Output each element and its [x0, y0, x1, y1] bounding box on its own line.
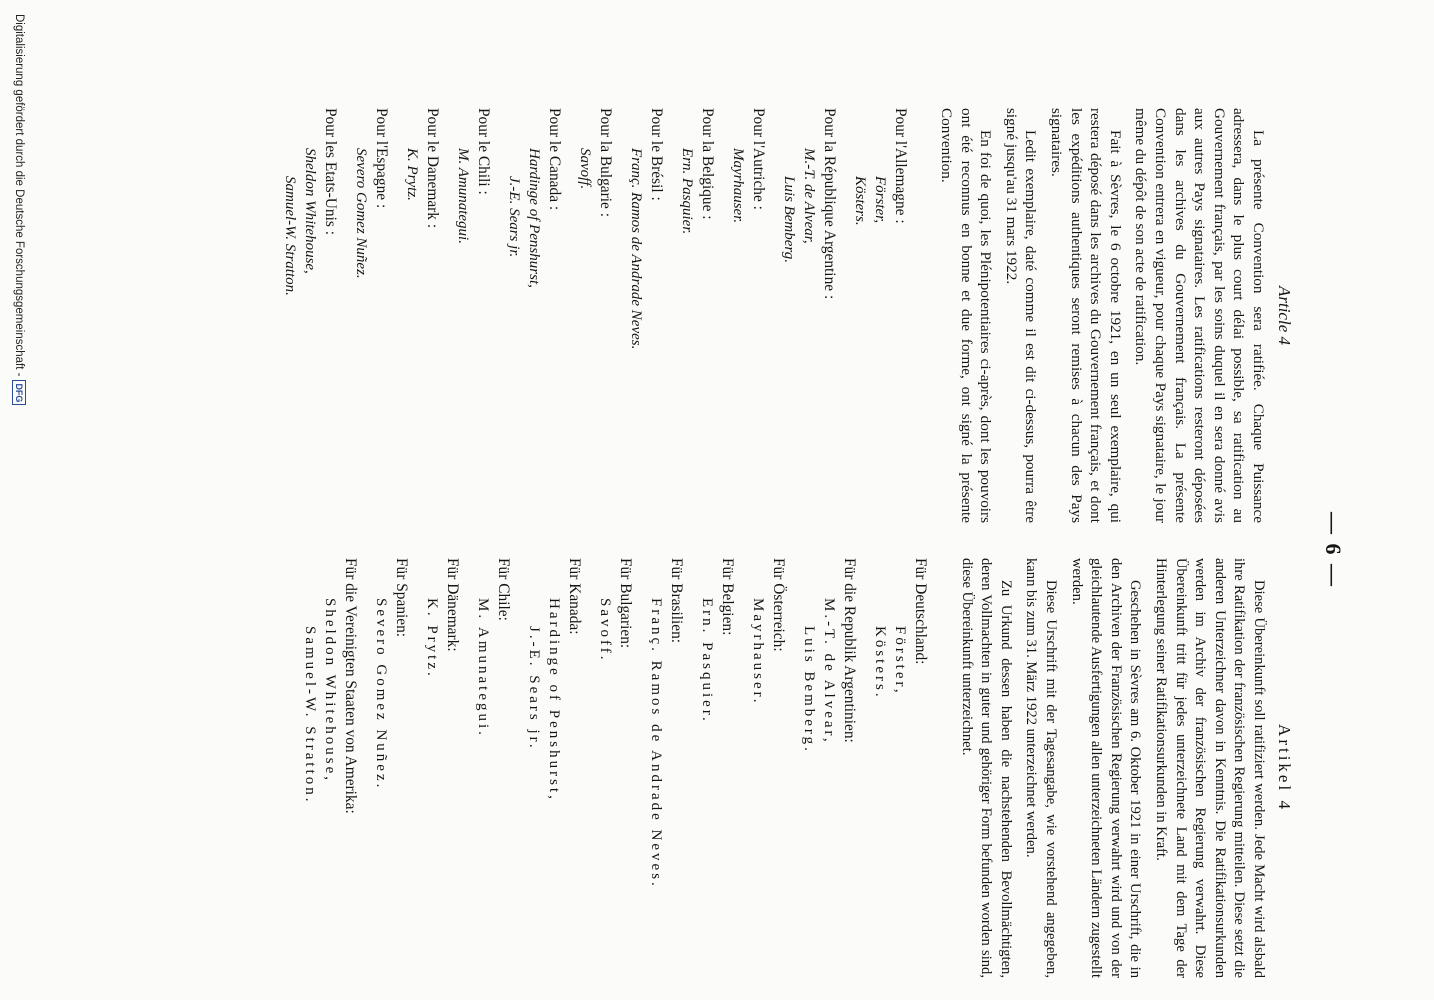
signatory-group [300, 558, 360, 978]
signatory-group [646, 558, 686, 978]
funding-footer [12, 14, 26, 405]
signatory-group [748, 558, 788, 978]
signatory-group [780, 108, 840, 523]
signer-name: Samuel-W. Stratton. [302, 626, 319, 805]
country-label: Für Chile: [495, 558, 513, 621]
signer-name: Kösters. [872, 626, 889, 700]
signer-name: M.-T. de Alvear, [801, 148, 818, 244]
signer-name: Luis Bemberg. [781, 176, 798, 263]
signer-name: Kösters. [852, 176, 869, 226]
signer-name: Luis Bemberg. [801, 626, 818, 754]
signatory-group [678, 108, 718, 523]
signer-name: Ern. Pasquier. [679, 148, 696, 235]
signatory-group [524, 558, 584, 978]
signer-name: Förster, [872, 176, 889, 224]
country-label: Für Dänemark: [444, 558, 462, 652]
signer-name: J.-E. Sears jr. [526, 626, 543, 751]
dfg-logo: DFG [12, 380, 26, 405]
article-title-de: Artikel 4 [1275, 724, 1294, 812]
signatory-group [454, 108, 494, 523]
signer-name: K. Prytz. [404, 148, 421, 201]
signatory-group [799, 558, 859, 978]
page-number: — 6 — [1321, 512, 1346, 588]
country-label: Für Österreich: [770, 558, 788, 652]
paragraph-fr: En foi de quoi, les Plénipotentiaires ci-après, dont les pouvoirs ont été reconnus en bonne et due forme, ont signé la présente Convention. [938, 108, 995, 523]
signatory-group [422, 558, 462, 978]
country-label: Für Brasilien: [668, 558, 686, 644]
paragraph-fr: Ledit exemplaire, daté comme il est dit ci-dessus, pourra être signé jusqu'au 31 mars 1922. [1002, 108, 1040, 523]
signer-name: K. Prytz. [424, 598, 441, 679]
signatory-group [281, 108, 341, 523]
signatory-group [729, 108, 769, 523]
country-label: Pour le Canada : [546, 108, 564, 211]
paragraph-fr: Fait à Sèvres, le 6 octobre 1921, en un seul exemplaire, qui restera déposé dans les archives du Gouvernement français, et dont les expéditions authentiques seront remises à chacun des Pays signataires. [1048, 108, 1124, 523]
german-column [289, 558, 1294, 978]
signatory-group [576, 108, 616, 523]
signer-name: Hardinge of Penshurst, [546, 598, 563, 802]
signer-name: Sheldon Whitehouse, [302, 148, 319, 274]
signer-name: Severo Gomez Nuñez. [353, 148, 370, 279]
signatory-group [352, 108, 392, 523]
signatory-group [595, 558, 635, 978]
signatory-group [473, 558, 513, 978]
signer-name: Severo Gomez Nuñez. [373, 598, 390, 791]
country-label: Für Bulgarien: [617, 558, 635, 649]
signer-name: Franç. Ramos de Andrade Neves. [628, 148, 645, 350]
french-column [270, 108, 1295, 523]
country-label: Pour la Belgique : [699, 108, 717, 220]
signer-name: Hardinge of Penshurst, [526, 148, 543, 288]
signer-name: M. Amunategui. [455, 148, 472, 244]
signatories-list-de [300, 558, 930, 978]
signatory-group [697, 558, 737, 978]
signer-name: Savoff. [577, 148, 594, 190]
signatory-group [851, 108, 911, 523]
paragraph-de: Geschehen in Sèvres am 6. Oktober 1921 in einer Urschrift, die in den Archiven der Französischen Regierung verwahrt wird und von der gleichlautende Ausfertigungen allen unterzeichneten Ländern zugestellt werden. [1068, 558, 1144, 978]
country-label: Pour la Bulgarie : [597, 108, 615, 217]
signer-name: Mayrhauser. [730, 148, 747, 224]
signatory-group [870, 558, 930, 978]
signer-name: Savoff. [597, 598, 614, 663]
signer-name: J.-E. Sears jr. [506, 176, 523, 258]
country-label: Pour le Danemark : [424, 108, 442, 229]
paragraph-de: Diese Übereinkunft soll ratifiziert werden. Jede Macht wird alsbald ihre Ratifikation der französischen Regierung mitteilen. Diese setzt die anderen Unterzeichner davon in Kenntnis. Die Ratifikationsurkunden werden im Archiv der französischen Regierung verwahrt. Diese Übereinkunft tritt für jedes unterzeichnete Land mit dem Tage der Hinterlegung seiner Ratifikationsurkunden in Kraft. [1153, 558, 1267, 978]
country-label: Pour le Brésil : [648, 108, 666, 201]
country-label: Pour l'Espagne : [373, 108, 391, 209]
paragraph-de: Diese Urschrift mit der Tagesangabe, wie vorstehend angegeben, kann bis zum 31. März 1922 unterzeichnet werden. [1023, 558, 1060, 978]
country-label: Für Spanien: [393, 558, 411, 638]
signer-name: Ern. Pasquier. [699, 598, 716, 724]
country-label: Pour l'Allemagne : [892, 108, 910, 224]
paragraph-de: Zu Urkund dessen haben die nachstehenden Bevollmächtigten, deren Vollmachten in guter und gehöriger Form befunden worden sind, diese Übereinkunft unterzeichnet. [958, 558, 1014, 978]
country-label: Für Deutschland: [912, 558, 930, 665]
funding-note: Digitalisierung gefördert durch die Deutsche Forschungsgemeinschaft - [13, 14, 25, 377]
signatory-group [505, 108, 565, 523]
signer-name: M.-T. de Alvear, [821, 598, 838, 745]
signer-name: Sheldon Whitehouse, [322, 598, 339, 784]
country-label: Pour la République Argentine : [821, 108, 839, 300]
signatory-group [371, 558, 411, 978]
country-label: Pour le Chili : [475, 108, 493, 195]
signatory-group [627, 108, 667, 523]
signatories-list-fr [281, 108, 911, 523]
signer-name: Förster, [892, 626, 909, 696]
country-label: Für Belgien: [719, 558, 737, 636]
country-label: Pour l'Autriche : [750, 108, 768, 210]
signer-name: Samuel-W. Stratton. [282, 176, 299, 296]
article-title-fr: Article 4 [1275, 285, 1294, 345]
signer-name: M. Amunategui. [475, 598, 492, 738]
signatory-group [403, 108, 443, 523]
paragraph-fr: La présente Convention sera ratifiée. Chaque Puissance adressera, dans le plus court délai possible, sa ratification au Gouvernement français, par les soins duquel il en sera donné avis aux autres Pays signataires. Les ratifications resteront déposées dans les archives du Gouvernement français. La présente Convention entrera en vigueur, pour chaque Pays signataire, le jour même du dépôt de son acte de ratification. [1132, 108, 1267, 523]
signer-name: Mayrhauser. [750, 598, 767, 706]
country-label: Für Kanada: [566, 558, 584, 635]
country-label: Für die Republik Argentinien: [841, 558, 859, 743]
signer-name: Franç. Ramos de Andrade Neves. [648, 598, 665, 889]
country-label: Für die Vereinigten Staaten von Amerika: [342, 558, 360, 814]
country-label: Pour les Etats-Unis : [322, 108, 340, 235]
